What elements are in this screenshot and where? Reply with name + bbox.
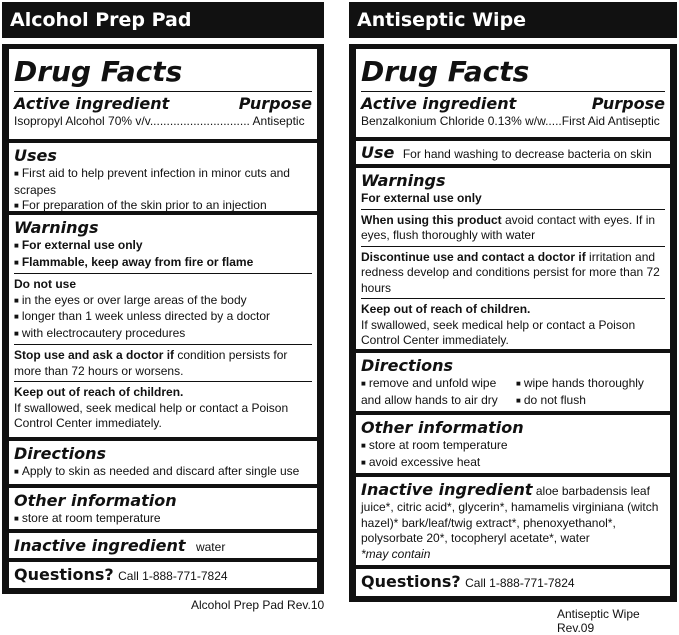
left-warning-flammable: ■ Flammable, keep away from fire or flame <box>14 255 312 272</box>
right-warnings-heading: Warnings <box>361 171 446 190</box>
left-directions-box <box>9 441 317 484</box>
left-do-not-use-item: ■ with electrocautery procedures <box>14 326 312 343</box>
right-header-box <box>356 49 670 137</box>
right-inactive-text: aloe barbadensis leaf juice*, citric acid*, glycerin*, hamamelis virginiana (witch hazel)* bark/leaf/twig extract*, phenoxyethanol*, polysorbate 20*, tocopheryl acetate*, water <box>361 484 659 545</box>
right-active-ingredient-label: Active ingredient <box>361 94 517 113</box>
left-other-info-box <box>9 488 317 529</box>
left-use-item: ■ First aid to help prevent infection in minor cuts and scrapes <box>14 166 312 198</box>
right-other-info-box <box>356 415 670 473</box>
right-discontinue: Discontinue use and contact a doctor if irritation and redness develop and conditions persist for more than 72 hours <box>361 249 660 295</box>
left-questions-phone: Call 1-888-771-7824 <box>118 569 228 583</box>
left-active-line: Isopropyl Alcohol 70% v/v.............................. Antiseptic <box>14 114 305 128</box>
left-drug-facts-heading: Drug Facts <box>14 55 183 88</box>
left-questions-box <box>9 562 317 588</box>
left-purpose-label: Purpose <box>238 94 312 113</box>
left-other-info-item: ■ store at room temperature <box>14 511 312 528</box>
right-other-info-item: ■ avoid excessive heat <box>361 455 665 472</box>
left-do-not-use-item: ■ in the eyes or over large areas of the body <box>14 293 312 310</box>
left-revision: Alcohol Prep Pad Rev.10 <box>191 598 325 612</box>
right-keep-out-heading: Keep out of reach of children. <box>361 302 531 316</box>
left-do-not-use-item: ■ longer than 1 week unless directed by a doctor <box>14 309 312 326</box>
right-questions-heading: Questions? <box>361 572 461 591</box>
right-revision: Antiseptic Wipe Rev.09 <box>557 607 640 635</box>
right-directions-heading: Directions <box>361 356 454 375</box>
left-keep-out-heading: Keep out of reach of children. <box>14 385 184 399</box>
left-warnings-box <box>9 215 317 437</box>
right-other-info-heading: Other information <box>361 418 524 437</box>
alcohol-prep-pad-panel <box>2 2 324 594</box>
right-warnings-box <box>356 168 670 349</box>
right-questions-box <box>356 569 670 596</box>
right-use-text: For hand washing to decrease bacteria on skin <box>402 147 652 161</box>
left-inactive-box <box>9 533 317 558</box>
left-uses-box <box>9 143 317 211</box>
right-use-heading: Use <box>361 143 395 162</box>
right-questions-phone: Call 1-888-771-7824 <box>465 576 575 590</box>
left-use-item: ■ For preparation of the skin prior to an injection <box>14 198 312 211</box>
left-drug-facts-frame <box>2 44 324 594</box>
left-other-info-heading: Other information <box>14 491 177 510</box>
right-drug-facts-frame <box>349 44 677 602</box>
right-drug-facts-heading: Drug Facts <box>361 55 530 88</box>
right-inactive-paragraph <box>361 480 665 547</box>
left-directions-heading: Directions <box>14 444 107 463</box>
right-directions-item: ■ wipe hands thoroughly <box>516 376 665 393</box>
right-purpose-label: Purpose <box>591 94 665 113</box>
right-directions-box <box>356 353 670 411</box>
right-keep-out-text: If swallowed, seek medical help or contact a Poison Control Center immediately. <box>361 317 636 347</box>
right-inactive-heading: Inactive ingredient <box>361 480 533 499</box>
left-warning-external: ■ For external use only <box>14 238 312 255</box>
left-warnings-heading: Warnings <box>14 218 99 237</box>
left-do-not-use-heading: Do not use <box>14 277 76 291</box>
left-inactive-heading: Inactive ingredient <box>14 536 186 555</box>
right-inactive-box <box>356 477 670 565</box>
left-header-box <box>9 49 317 139</box>
left-active-ingredient-label: Active ingredient <box>14 94 170 113</box>
left-keep-out-text: If swallowed, seek medical help or contact a Poison Control Center immediately. <box>14 400 289 430</box>
right-warning-external: For external use only <box>361 191 482 205</box>
antiseptic-wipe-panel <box>349 2 677 602</box>
right-directions-item: and allow hands to air dry <box>361 392 498 407</box>
left-stop-use: Stop use and ask a doctor if condition persists for more than 72 hours or worsens. <box>14 348 288 378</box>
right-other-info-item: ■ store at room temperature <box>361 438 665 455</box>
right-when-using: When using this product avoid contact with eyes. If in eyes, flush thoroughly with water <box>361 212 656 242</box>
left-questions-heading: Questions? <box>14 565 114 584</box>
left-directions-item: ■ Apply to skin as needed and discard after single use <box>14 464 312 481</box>
left-title: Alcohol Prep Pad <box>2 2 324 38</box>
right-active-line: Benzalkonium Chloride 0.13% w/w.....First Aid Antiseptic <box>361 114 660 128</box>
left-inactive-text: water <box>195 540 226 554</box>
left-uses-heading: Uses <box>14 146 57 165</box>
right-title: Antiseptic Wipe <box>349 2 677 38</box>
right-use-box <box>356 141 670 164</box>
right-directions-item: ■ do not flush <box>516 393 665 410</box>
right-directions-item: ■ remove and unfold wipe <box>361 376 516 393</box>
right-may-contain: *may contain <box>361 546 431 561</box>
